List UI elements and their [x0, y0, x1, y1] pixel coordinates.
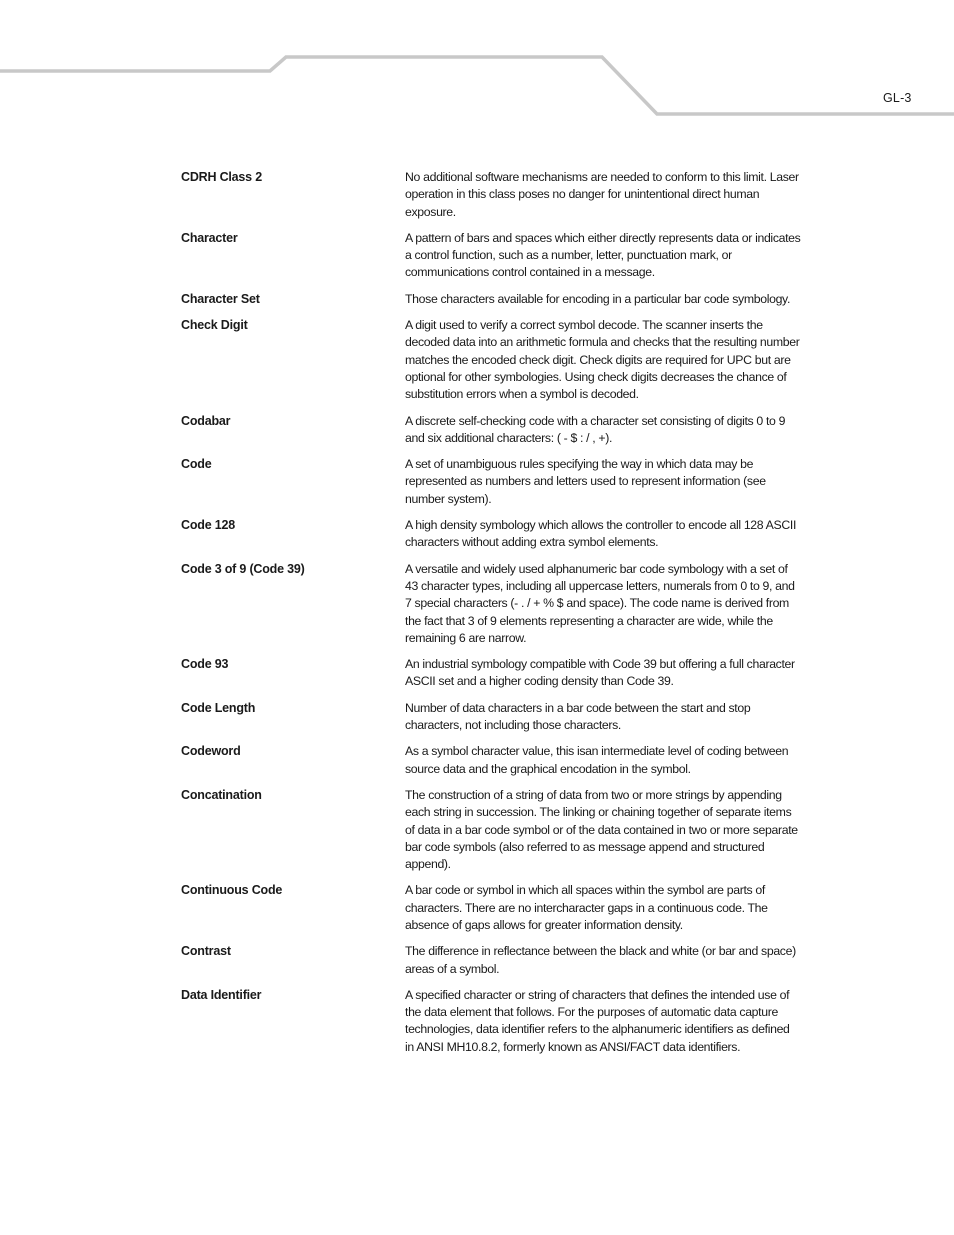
glossary-entry	[181, 456, 801, 508]
glossary-term: Character Set	[181, 291, 260, 306]
glossary-definition: Number of data characters in a bar code between the start and stop characters, not including those characters.	[405, 700, 751, 733]
glossary-term: Code 128	[181, 518, 235, 533]
glossary-term: CDRH Class 2	[181, 170, 262, 184]
glossary-definition: No additional software mechanisms are needed to conform to this limit. Laser operation in this class poses no danger for unintentional direct human exposure.	[405, 170, 799, 219]
glossary-entry	[181, 230, 801, 282]
glossary-entry	[181, 317, 801, 403]
glossary-entry	[181, 700, 801, 735]
glossary-definition: A bar code or symbol in which all spaces within the symbol are parts of characters. There are no intercharacter gaps in a continuous code. The absence of gaps allows for greater information density.	[405, 883, 768, 932]
header-rule-graphic	[0, 0, 954, 130]
glossary-term: Code Length	[181, 700, 256, 715]
glossary-term: Contrast	[181, 944, 231, 959]
glossary-term: Code 3 of 9 (Code 39)	[181, 561, 305, 576]
glossary-definition: The construction of a string of data from two or more strings by appending each string in succession. The linking or chaining together of separate items of data in a bar code symbol or of the data contained in two or more separate bar code symbols (also referred to as message append and structured append).	[405, 787, 798, 872]
glossary-term: Concatination	[181, 787, 262, 802]
glossary-term: Codeword	[181, 744, 241, 759]
glossary-entry	[181, 169, 801, 221]
glossary-definition: A discrete self-checking code with a character set consisting of digits 0 to 9 and six additional characters: ( - $ : / , +).	[405, 413, 786, 445]
glossary-definition: Those characters available for encoding in a particular bar code symbology.	[405, 291, 791, 306]
glossary-entry	[181, 413, 801, 448]
glossary-definition: A pattern of bars and spaces which either directly represents data or indicates a control function, such as a number, letter, punctuation mark, or communications control contained in a message.	[405, 230, 801, 280]
glossary-entry	[181, 656, 801, 691]
glossary-definition: An industrial symbology compatible with Code 39 but offering a full character ASCII set and a higher coding density than Code 39.	[405, 657, 795, 689]
glossary-term: Code	[181, 457, 212, 472]
glossary-term: Character	[181, 230, 238, 245]
glossary-definition: A high density symbology which allows the controller to encode all 128 ASCII characters without adding extra symbol elements.	[405, 518, 797, 550]
glossary-entry	[181, 882, 801, 934]
glossary-entry	[181, 517, 801, 552]
glossary-entry	[181, 743, 801, 778]
glossary-term: Codabar	[181, 413, 231, 428]
glossary-entry	[181, 787, 801, 873]
glossary-term: Continuous Code	[181, 883, 283, 898]
glossary-term: Check Digit	[181, 318, 248, 333]
glossary-entry	[181, 561, 801, 647]
glossary-definition: A specified character or string of characters that defines the intended use of the data element that follows. For the purposes of automatic data capture technologies, data identifier refers to the alphanumeric identifiers as defined in ANSI MH10.8.2, formerly known as ANSI/FACT data identifiers.	[405, 987, 790, 1054]
glossary-entry	[181, 987, 801, 1056]
glossary-entry	[181, 291, 801, 308]
glossary-definition: A set of unambiguous rules specifying the way in which data may be represented as numbers and letters used to represent information (see number system).	[405, 457, 766, 506]
glossary-entry	[181, 943, 801, 978]
glossary-term: Data Identifier	[181, 987, 262, 1002]
glossary-list	[181, 169, 801, 1065]
page-number: GL-3	[883, 91, 912, 105]
glossary-definition: A digit used to verify a correct symbol decode. The scanner inserts the decoded data into an arithmetic formula and checks that the resulting number matches the encoded check digit. Check digits are required for UPC but are optional for other symbologies. Using check digits decreases the chance of substitution errors when a symbol is decoded.	[405, 318, 800, 402]
glossary-definition: As a symbol character value, this isan intermediate level of coding between source data and the graphical encodation in the symbol.	[405, 744, 789, 776]
glossary-definition: A versatile and widely used alphanumeric bar code symbology with a set of 43 character types, including all uppercase letters, numerals from 0 to 9, and 7 special characters (- . / + % $ and space). The code name is derived from the fact that 3 of 9 elements representing a character are wide, while the remaining 6 are narrow.	[405, 561, 795, 645]
glossary-definition: The difference in reflectance between the black and white (or bar and space) areas of a symbol.	[405, 944, 796, 976]
glossary-term: Code 93	[181, 657, 229, 672]
